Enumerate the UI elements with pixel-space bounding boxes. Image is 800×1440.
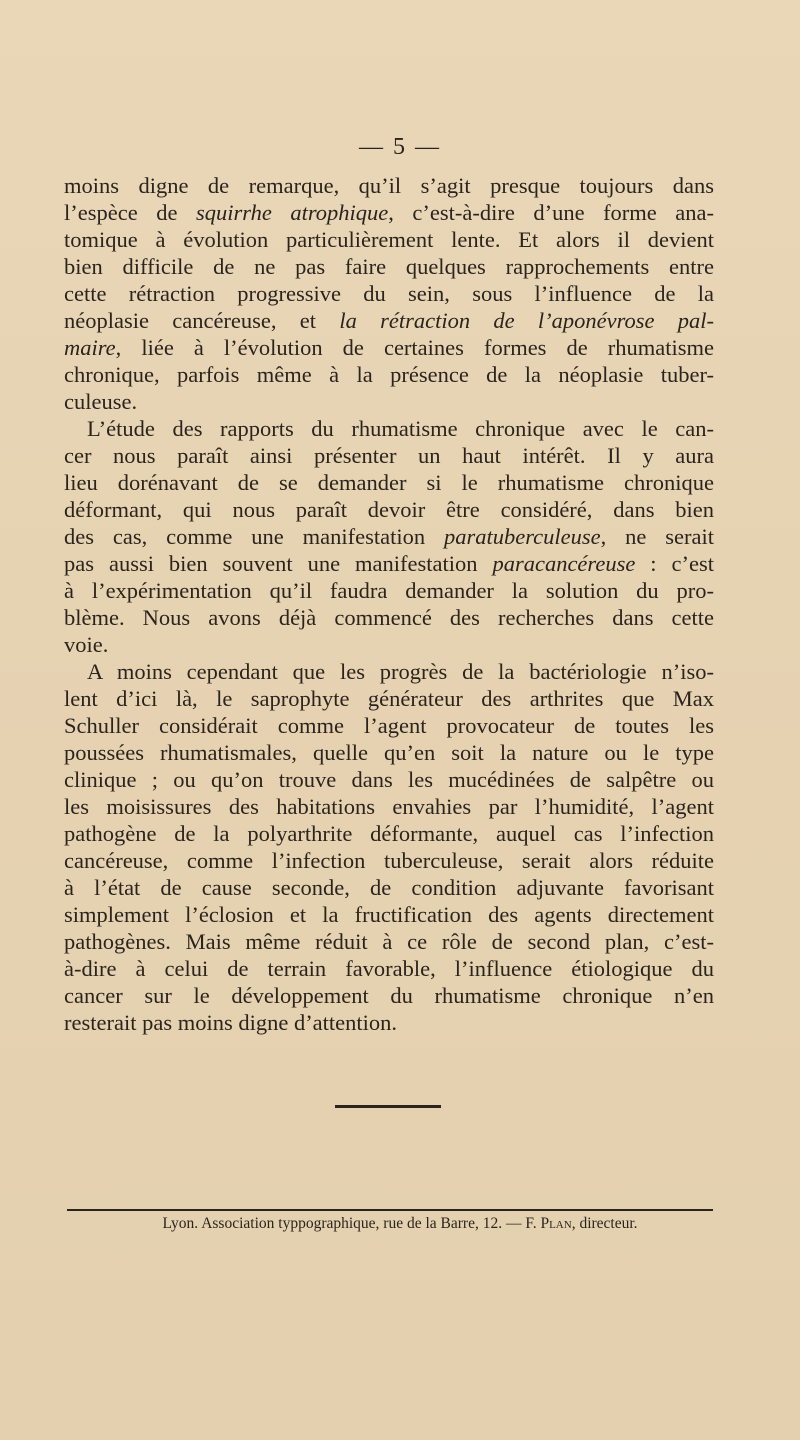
italic-term: paracancéreuse <box>492 551 636 576</box>
text-segment: , c’est-à-dire d’une forme ana- <box>388 200 715 225</box>
paragraph <box>64 415 714 658</box>
text-line: tomique à évolution particulièrement lente. Et alors il devient <box>64 227 714 252</box>
text-line: à-dire à celui de terrain favorable, l’influence étiologique du <box>64 956 714 981</box>
printer-imprint <box>0 1215 800 1233</box>
text-line: déformant, qui nous paraît devoir être considéré, dans bien <box>64 497 714 522</box>
text-line: lieu dorénavant de se demander si le rhumatisme chronique <box>64 470 714 495</box>
italic-term: la rétraction de l’aponévrose pal- <box>339 308 714 333</box>
text-line: cancer sur le développement du rhumatisme chronique n’en <box>64 983 714 1008</box>
text-line: bien difficile de ne pas faire quelques rapprochements entre <box>64 254 714 279</box>
paragraph <box>64 172 714 415</box>
text-line <box>64 334 714 361</box>
text-line: voie. <box>64 632 109 657</box>
text-line: lent d’ici là, le saprophyte générateur des arthrites que Max <box>64 686 714 711</box>
text-segment: pas aussi bien souvent une manifestation <box>64 551 493 576</box>
text-segment: : c’est <box>635 551 714 576</box>
text-line: culeuse. <box>64 389 138 414</box>
text-line <box>64 550 714 577</box>
text-segment: , ne serait <box>600 524 714 549</box>
text-segment: des cas, comme une manifestation <box>64 524 444 549</box>
text-line: poussées rhumatismales, quelle qu’en soit la nature ou le type <box>64 740 714 765</box>
footer-rule <box>67 1209 713 1211</box>
text-line: clinique ; ou qu’on trouve dans les mucédinées de salpêtre ou <box>64 767 714 792</box>
text-segment: néoplasie cancéreuse, et <box>64 308 340 333</box>
page-number: — 5 — <box>359 134 441 160</box>
italic-term: maire <box>64 335 116 360</box>
text-line: resterait pas moins digne d’attention. <box>64 1010 398 1035</box>
text-line: L’étude des rapports du rhumatisme chronique avec le can- <box>87 416 714 441</box>
text-line: pathogènes. Mais même réduit à ce rôle de second plan, c’est- <box>64 929 714 954</box>
text-segment: l’espèce de <box>64 200 196 225</box>
text-line: les moisissures des habitations envahies par l’humidité, l’agent <box>64 794 714 819</box>
text-line: A moins cependant que les progrès de la bactériologie n’iso- <box>87 659 714 684</box>
imprint-director-name: Plan <box>540 1215 572 1232</box>
italic-term: squirrhe atrophique <box>195 200 389 225</box>
text-line: pathogène de la polyarthrite déformante, auquel cas l’infection <box>64 821 714 846</box>
text-line: cette rétraction progressive du sein, sous l’influence de la <box>64 281 714 306</box>
text-line <box>64 523 714 550</box>
imprint-suffix: , directeur. <box>571 1215 638 1232</box>
body-text <box>64 172 714 1036</box>
text-line: moins digne de remarque, qu’il s’agit presque toujours dans <box>64 173 714 198</box>
text-segment: , liée à l’évolution de certaines formes de rhumatisme <box>115 335 714 360</box>
paragraph <box>64 658 714 1036</box>
text-line: à l’état de cause seconde, de condition adjuvante favorisant <box>64 875 714 900</box>
text-line: cer nous paraît ainsi présenter un haut intérêt. Il y aura <box>64 443 714 468</box>
text-line: simplement l’éclosion et la fructification des agents directement <box>64 902 714 927</box>
text-line <box>64 307 714 334</box>
imprint-prefix: Lyon. Association typpographique, rue de la Barre, 12. — F. <box>162 1215 541 1232</box>
text-line: chronique, parfois même à la présence de la néoplasie tuber- <box>64 362 714 387</box>
text-line: blème. Nous avons déjà commencé des recherches dans cette <box>64 605 714 630</box>
section-end-rule <box>335 1105 441 1108</box>
text-line <box>64 199 714 226</box>
text-line: cancéreuse, comme l’infection tuberculeuse, serait alors réduite <box>64 848 714 873</box>
italic-term: paratuberculeuse <box>443 524 601 549</box>
text-line: à l’expérimentation qu’il faudra demander la solution du pro- <box>64 578 714 603</box>
text-line: Schuller considérait comme l’agent provocateur de toutes les <box>64 713 714 738</box>
